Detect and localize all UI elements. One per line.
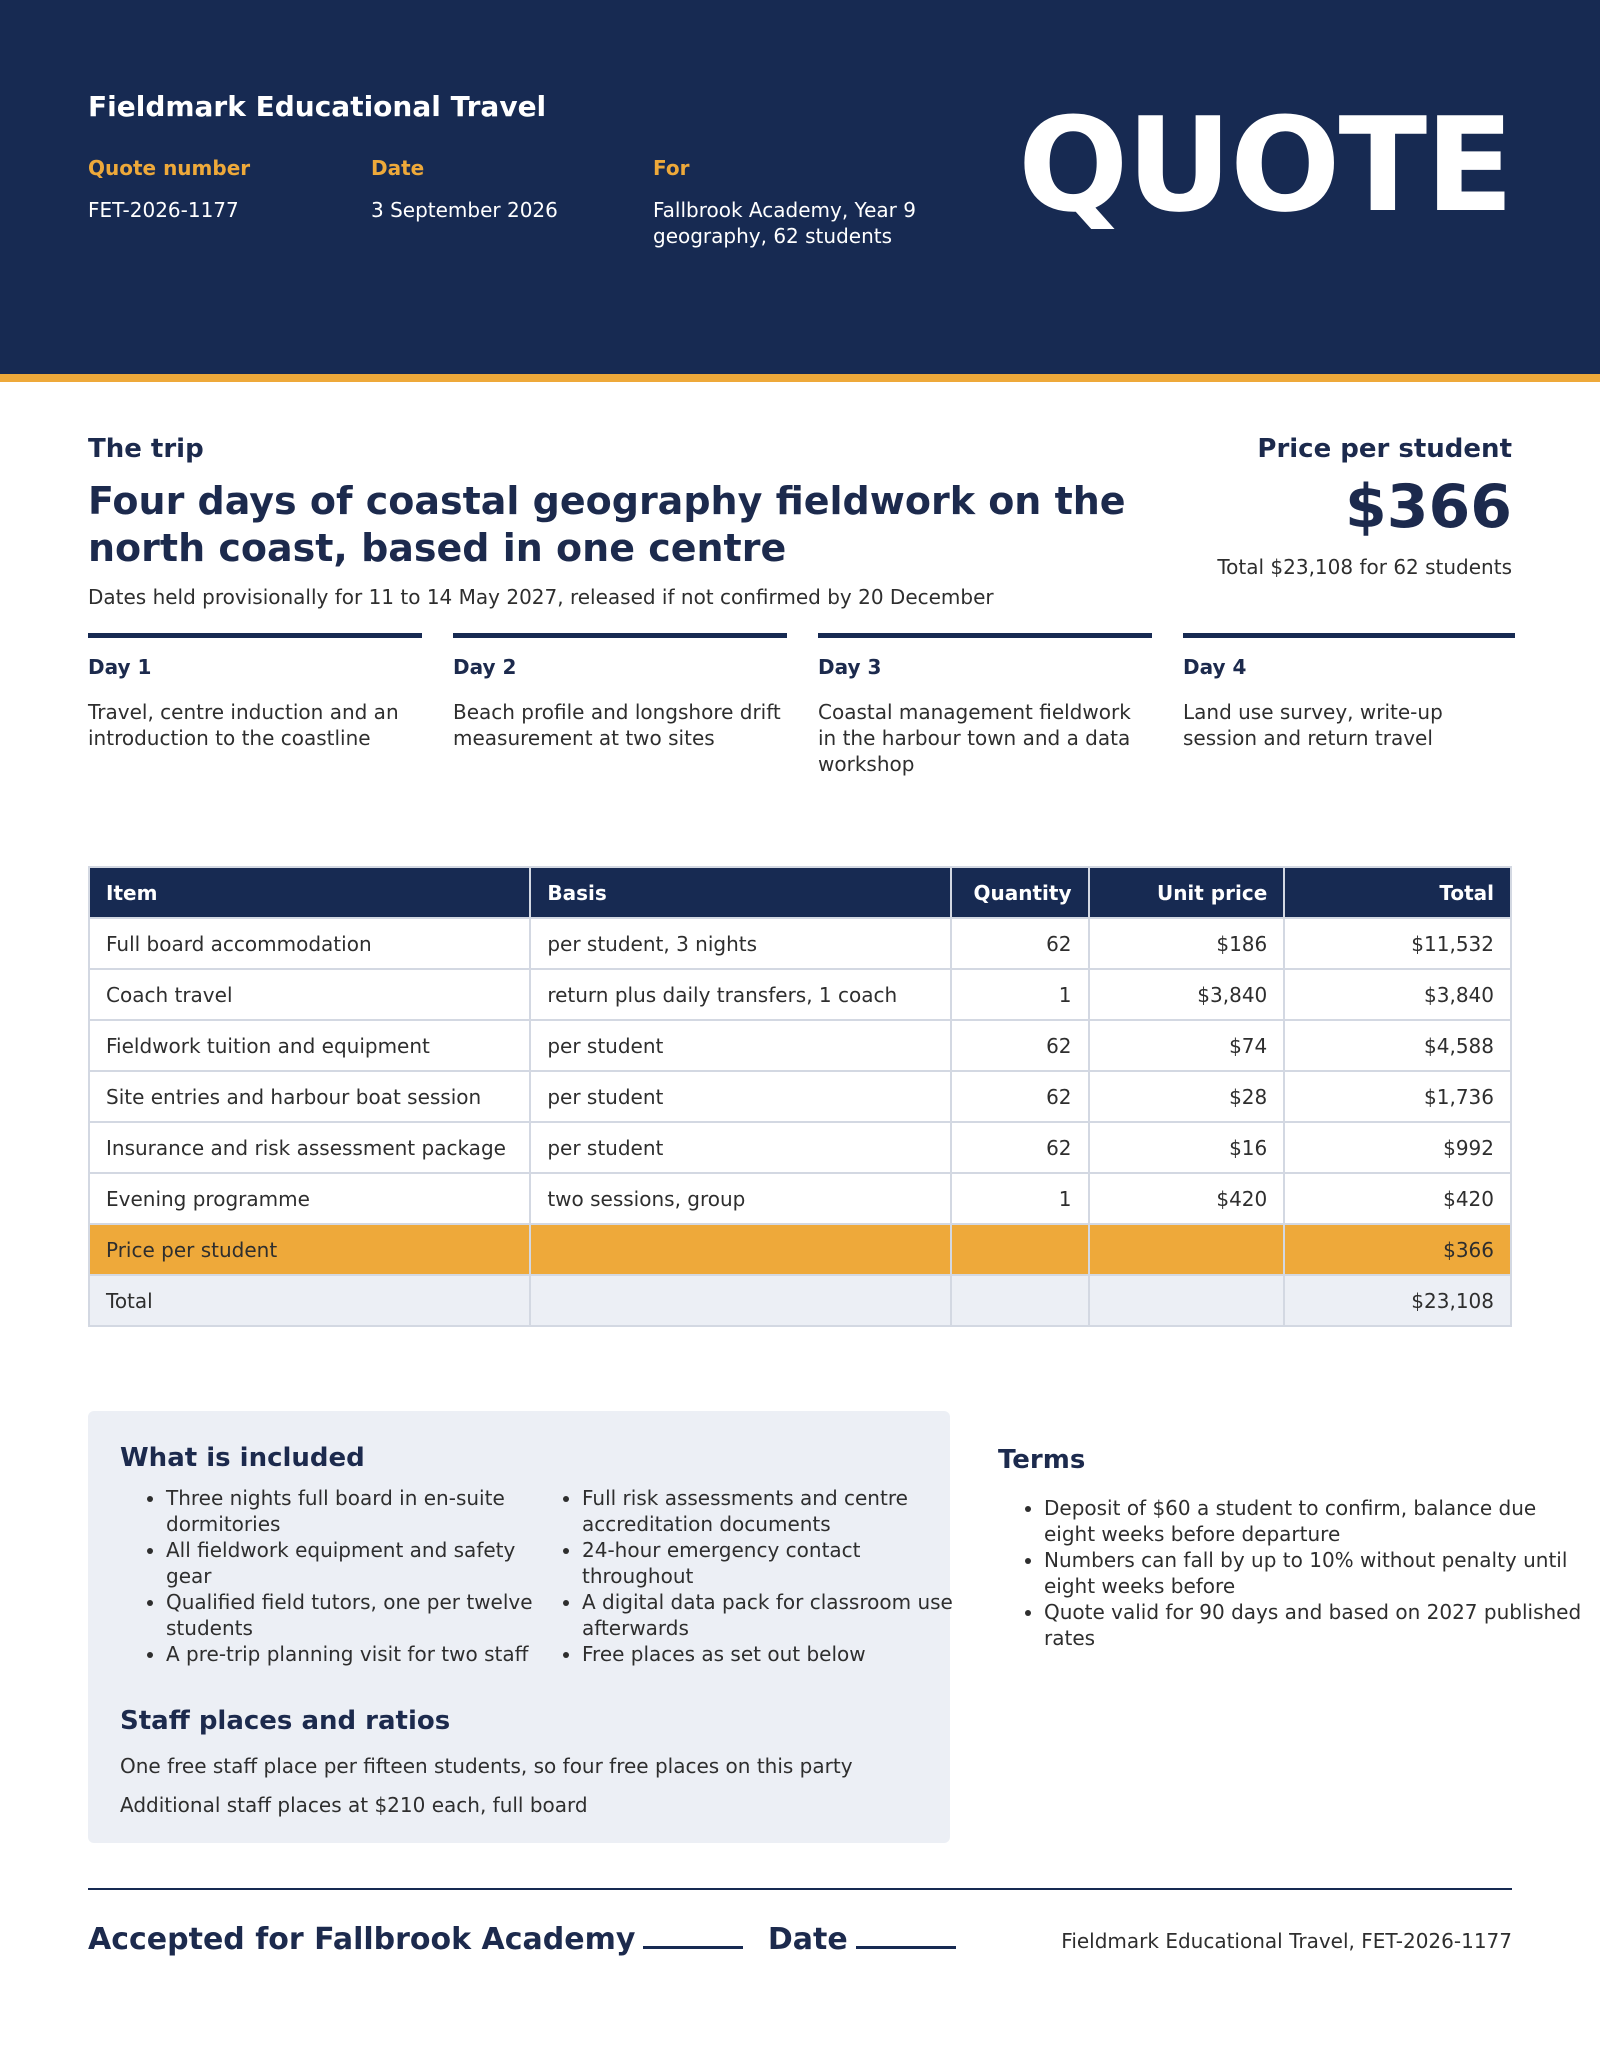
list-item: • Free places as set out below xyxy=(582,1641,962,1667)
staff-additional-text: Additional staff places at $210 each, full board xyxy=(120,1793,588,1817)
day-description: Beach profile and longshore drift measurement at two sites xyxy=(453,700,781,750)
cell-item: Site entries and harbour boat session xyxy=(89,1071,530,1122)
empty-cell xyxy=(530,1275,950,1326)
footer-divider xyxy=(88,1888,1512,1890)
total-row-value: $23,108 xyxy=(1284,1275,1511,1326)
cell-item: Fieldwork tuition and equipment xyxy=(89,1020,530,1071)
cost-table xyxy=(88,866,1512,1327)
cell-unit-price: $420 xyxy=(1089,1173,1285,1224)
cell-total: $4,588 xyxy=(1284,1020,1511,1071)
cell-total: $420 xyxy=(1284,1173,1511,1224)
cell-item: Evening programme xyxy=(89,1173,530,1224)
cell-unit-price: $74 xyxy=(1089,1020,1285,1071)
price-per-student-row xyxy=(89,1224,1511,1275)
table-row xyxy=(89,1020,1511,1071)
cell-unit-price: $3,840 xyxy=(1089,969,1285,1020)
table-row xyxy=(89,1173,1511,1224)
company-name: Fieldmark Educational Travel xyxy=(88,90,547,123)
column-header-item: Item xyxy=(89,867,530,918)
trip-dates-note: Dates held provisionally for 11 to 14 May 2027, released if not confirmed by 20 December xyxy=(88,585,994,609)
acceptance-line xyxy=(88,1922,970,1957)
cell-quantity: 62 xyxy=(951,1122,1089,1173)
day-title: Day 2 xyxy=(453,655,517,679)
list-item: • Full risk assessments and centre accreditation documents xyxy=(582,1485,962,1537)
empty-cell xyxy=(1089,1275,1285,1326)
empty-cell xyxy=(951,1275,1089,1326)
footer-reference: Fieldmark Educational Travel, FET-2026-1177 xyxy=(1061,1929,1512,1953)
table-header-row xyxy=(89,867,1511,918)
list-item: • A pre-trip planning visit for two staff xyxy=(166,1641,546,1667)
column-header-unit-price: Unit price xyxy=(1089,867,1285,918)
staff-heading: Staff places and ratios xyxy=(120,1706,451,1736)
column-header-total: Total xyxy=(1284,867,1511,918)
cell-basis: per student xyxy=(530,1020,950,1071)
cell-unit-price: $186 xyxy=(1089,918,1285,969)
trip-heading: The trip xyxy=(88,434,204,464)
quote-date-value: 3 September 2026 xyxy=(371,198,558,222)
column-header-basis: Basis xyxy=(530,867,950,918)
quote-date-label: Date xyxy=(371,156,425,180)
day-description: Coastal management fieldwork in the harbour town and a data workshop xyxy=(818,700,1131,776)
list-item: • Three nights full board in en-suite dormitories xyxy=(166,1485,546,1537)
cell-total: $11,532 xyxy=(1284,918,1511,969)
cell-basis: return plus daily transfers, 1 coach xyxy=(530,969,950,1020)
list-item: • 24-hour emergency contact throughout xyxy=(582,1537,962,1589)
list-item: • Deposit of $60 a student to confirm, balance due eight weeks before departure xyxy=(1044,1495,1584,1547)
quote-header xyxy=(0,0,1600,382)
total-row-label: Total xyxy=(89,1275,530,1326)
cell-unit-price: $16 xyxy=(1089,1122,1285,1173)
staff-ratio-text: One free staff place per fifteen students, so four free places on this party xyxy=(120,1754,853,1778)
cell-quantity: 62 xyxy=(951,1071,1089,1122)
list-item: • Quote valid for 90 days and based on 2027 published rates xyxy=(1044,1599,1584,1651)
signature-blank[interactable] xyxy=(643,1922,743,1949)
day-card xyxy=(818,633,1152,777)
empty-cell xyxy=(530,1224,950,1275)
cell-basis: per student xyxy=(530,1122,950,1173)
cell-basis: per student xyxy=(530,1071,950,1122)
table-row xyxy=(89,969,1511,1020)
quote-number-label: Quote number xyxy=(88,156,251,180)
price-total-note: Total $23,108 for 62 students xyxy=(1217,555,1512,579)
day-description: Travel, centre induction and an introduction to the coastline xyxy=(88,700,399,750)
date-label: Date xyxy=(767,1922,848,1957)
cell-total: $992 xyxy=(1284,1122,1511,1173)
list-item: • Numbers can fall by up to 10% without penalty until eight weeks before xyxy=(1044,1547,1584,1599)
cell-unit-price: $28 xyxy=(1089,1071,1285,1122)
accepted-for-label: Accepted for Fallbrook Academy xyxy=(88,1922,636,1957)
quote-for-value: Fallbrook Academy, Year 9 geography, 62 students xyxy=(653,198,916,248)
day-card xyxy=(453,633,787,751)
quote-number-value: FET-2026-1177 xyxy=(88,198,239,222)
price-per-student-amount: $366 xyxy=(1345,472,1512,542)
price-row-value: $366 xyxy=(1284,1224,1511,1275)
terms-heading: Terms xyxy=(998,1445,1086,1475)
empty-cell xyxy=(951,1224,1089,1275)
quote-for-label: For xyxy=(653,156,690,180)
day-title: Day 1 xyxy=(88,655,152,679)
cell-basis: per student, 3 nights xyxy=(530,918,950,969)
day-description: Land use survey, write-up session and return travel xyxy=(1183,700,1443,750)
table-row xyxy=(89,1071,1511,1122)
included-heading: What is included xyxy=(120,1443,365,1473)
cell-quantity: 62 xyxy=(951,1020,1089,1071)
cell-quantity: 62 xyxy=(951,918,1089,969)
terms-list xyxy=(998,1495,1584,1651)
empty-cell xyxy=(1089,1224,1285,1275)
grand-total-row xyxy=(89,1275,1511,1326)
cell-total: $3,840 xyxy=(1284,969,1511,1020)
included-panel xyxy=(88,1411,953,1843)
cell-quantity: 1 xyxy=(951,1173,1089,1224)
quote-for-block xyxy=(653,156,943,249)
quote-number-block xyxy=(88,156,368,223)
quote-date-block xyxy=(371,156,651,223)
date-blank[interactable] xyxy=(856,1922,956,1949)
list-item: • All fieldwork equipment and safety gear xyxy=(166,1537,546,1589)
price-row-label: Price per student xyxy=(89,1224,530,1275)
included-list-left xyxy=(120,1485,546,1667)
cell-item: Coach travel xyxy=(89,969,530,1020)
cell-item: Insurance and risk assessment package xyxy=(89,1122,530,1173)
day-title: Day 3 xyxy=(818,655,882,679)
list-item: • A digital data pack for classroom use afterwards xyxy=(582,1589,962,1641)
quote-title: QUOTE xyxy=(1017,89,1512,241)
price-per-student-label: Price per student xyxy=(1257,434,1512,464)
day-title: Day 4 xyxy=(1183,655,1247,679)
table-row xyxy=(89,1122,1511,1173)
day-card xyxy=(1183,633,1515,751)
list-item: • Qualified field tutors, one per twelve students xyxy=(166,1589,546,1641)
day-card xyxy=(88,633,422,751)
cell-basis: two sessions, group xyxy=(530,1173,950,1224)
trip-title: Four days of coastal geography fieldwork on the north coast, based in one centre xyxy=(88,479,1126,570)
column-header-quantity: Quantity xyxy=(951,867,1089,918)
cell-total: $1,736 xyxy=(1284,1071,1511,1122)
included-list-right xyxy=(536,1485,962,1667)
cell-quantity: 1 xyxy=(951,969,1089,1020)
cell-item: Full board accommodation xyxy=(89,918,530,969)
table-row xyxy=(89,918,1511,969)
